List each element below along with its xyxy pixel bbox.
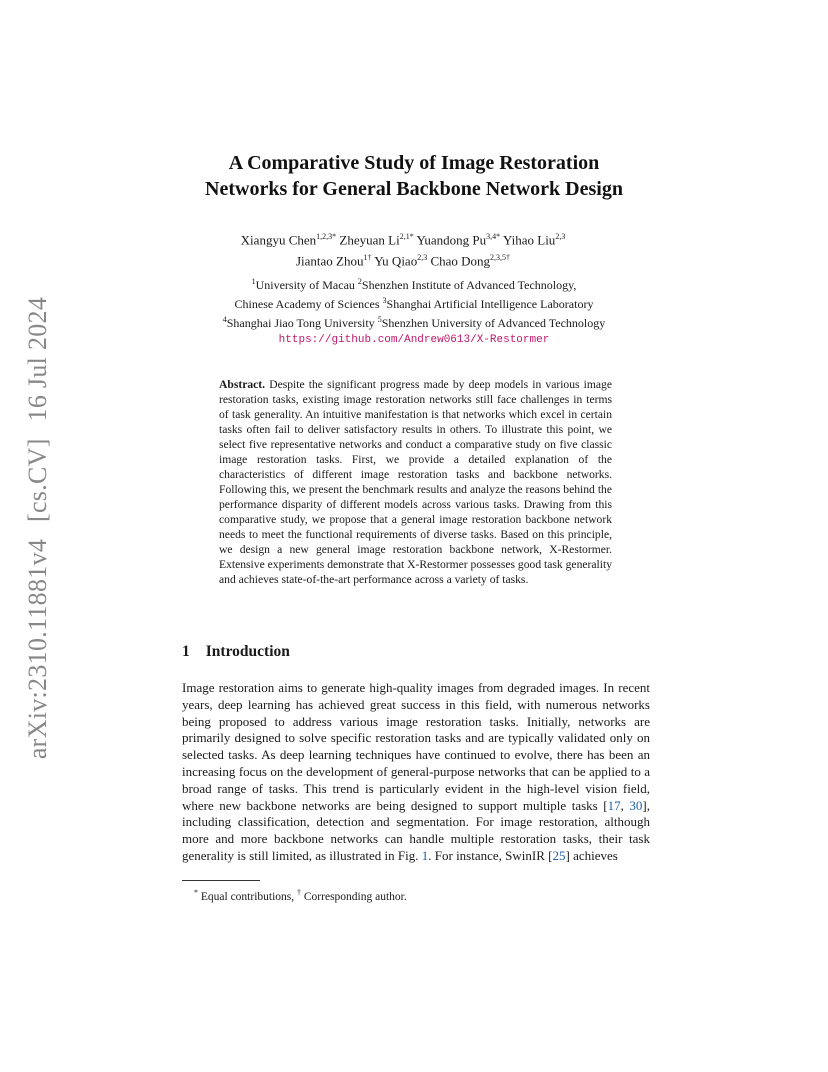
footnote bbox=[194, 885, 407, 905]
figure-link[interactable]: 1 bbox=[421, 847, 429, 863]
affil-5: Shenzhen University of Advanced Technology bbox=[381, 316, 606, 330]
author-name: Chao Dong bbox=[430, 253, 491, 269]
affil-3: Shanghai Artificial Intelligence Laboratory bbox=[386, 297, 594, 311]
citation-link[interactable]: 17 bbox=[607, 797, 621, 813]
intro-text-3: . For instance, SwinIR [ bbox=[428, 847, 553, 863]
section-number: 1 bbox=[182, 643, 190, 660]
footnote-rule bbox=[182, 880, 260, 881]
author-sup: 2,3 bbox=[417, 253, 428, 263]
footnote-sup-2: † bbox=[297, 888, 302, 897]
author-sup: 2,3 bbox=[555, 232, 566, 241]
author-sup: 1† bbox=[363, 253, 372, 263]
citation-separator: , bbox=[620, 797, 630, 813]
abstract bbox=[219, 377, 612, 587]
affil-4: Shanghai Jiao Tong University bbox=[226, 316, 375, 330]
paper-title bbox=[0, 150, 828, 202]
citation-link[interactable]: 25 bbox=[552, 847, 566, 863]
author-list bbox=[0, 228, 806, 271]
author-name: Yu Qiao bbox=[374, 253, 418, 269]
author-sup: 2,1* bbox=[399, 232, 414, 241]
arxiv-category: [cs.CV] bbox=[23, 438, 52, 522]
repo-link[interactable]: https://github.com/Andrew0613/X-Restormer bbox=[278, 334, 550, 346]
affil-line-1 bbox=[0, 274, 828, 293]
affil-line-4 bbox=[0, 331, 828, 348]
affil-1: University of Macau bbox=[255, 278, 355, 292]
author-sup: 2,3,5† bbox=[490, 253, 511, 263]
affil-line-2 bbox=[0, 293, 828, 312]
author-name: Yihao Liu bbox=[502, 232, 556, 248]
intro-text-2: ], including classification, detection and segmentation. For image restoration, although more and more backbone networks can handle multiple restoration tasks, their task generality is still limited, as illustrated in Fig. bbox=[182, 797, 650, 863]
section-title: Introduction bbox=[205, 643, 290, 660]
affil-2: Shenzhen Institute of Advanced Technology, bbox=[361, 278, 577, 292]
author-line-1 bbox=[0, 228, 806, 249]
affil-sup: 5 bbox=[377, 315, 382, 324]
arxiv-date: 16 Jul 2024 bbox=[23, 296, 52, 422]
affil-sup: 2 bbox=[357, 277, 362, 286]
footnote-text-2: Corresponding author. bbox=[301, 890, 407, 903]
abstract-text: Despite the significant progress made by deep models in various image restoration tasks, existing image restoration networks still face challenges in terms of task generality. An intuitive manifestation is that networks which excel in certain tasks often fail to deliver satisfactory results in others. To illustrate this point, we select five representative networks and conduct a comparative study on five classic image restoration tasks. First, we provide a detailed explanation of the characteristics of different image restoration tasks and backbone networks. Following this, we present the benchmark results and analyze the reasons behind the performance disparity of different models across various tasks. Drawing from this comparative study, we propose that a general image restoration backbone network needs to meet the functional requirements of diverse tasks. Based on this principle, we design a new general image restoration backbone network, X-Restormer. Extensive experiments demonstrate that X-Restormer possesses good task generality and achieves state-of-the-art performance across a variety of tasks. bbox=[219, 378, 612, 586]
abstract-label: Abstract. bbox=[219, 378, 266, 391]
affil-sup: 1 bbox=[251, 277, 256, 286]
citation-link[interactable]: 30 bbox=[629, 797, 643, 813]
footnote-text-1: Equal contributions, bbox=[198, 890, 298, 903]
intro-text-4: ] achieves bbox=[565, 847, 618, 863]
affil-line-3 bbox=[0, 312, 828, 331]
intro-paragraph bbox=[182, 680, 650, 865]
affiliations bbox=[0, 274, 828, 348]
arxiv-id: arXiv:2310.11881v4 bbox=[23, 538, 52, 760]
author-name: Zheyuan Li bbox=[339, 232, 400, 248]
author-sup: 3,4* bbox=[486, 232, 501, 241]
footnote-sup-1: * bbox=[194, 888, 198, 897]
author-line-2 bbox=[0, 249, 806, 270]
author-name: Yuandong Pu bbox=[416, 232, 487, 248]
affil-sup: 4 bbox=[222, 315, 227, 324]
author-name: Xiangyu Chen bbox=[240, 232, 317, 248]
title-line-1: A Comparative Study of Image Restoration bbox=[228, 152, 600, 174]
affil-2b: Chinese Academy of Sciences bbox=[234, 297, 380, 311]
arxiv-stamp bbox=[23, 292, 53, 764]
title-line-2: Networks for General Backbone Network Design bbox=[205, 178, 623, 200]
author-name: Jiantao Zhou bbox=[295, 253, 364, 269]
affil-sup: 3 bbox=[382, 296, 387, 305]
section-heading bbox=[182, 643, 290, 661]
author-sup: 1,2,3* bbox=[316, 232, 337, 241]
intro-text-1: Image restoration aims to generate high-quality images from degraded images. In recent years, deep learning has achieved great success in this field, with numerous networks being proposed to address various image restoration tasks. Initially, networks are primarily designed to solve specific restoration tasks and are typically validated only on selected tasks. As deep learning techniques have continued to evolve, there has been an increasing focus on the development of general-purpose networks that can be applied to a broad range of tasks. This trend is particularly evident in the high-level vision field, where new backbone networks are being designed to support multiple tasks [ bbox=[182, 680, 650, 813]
